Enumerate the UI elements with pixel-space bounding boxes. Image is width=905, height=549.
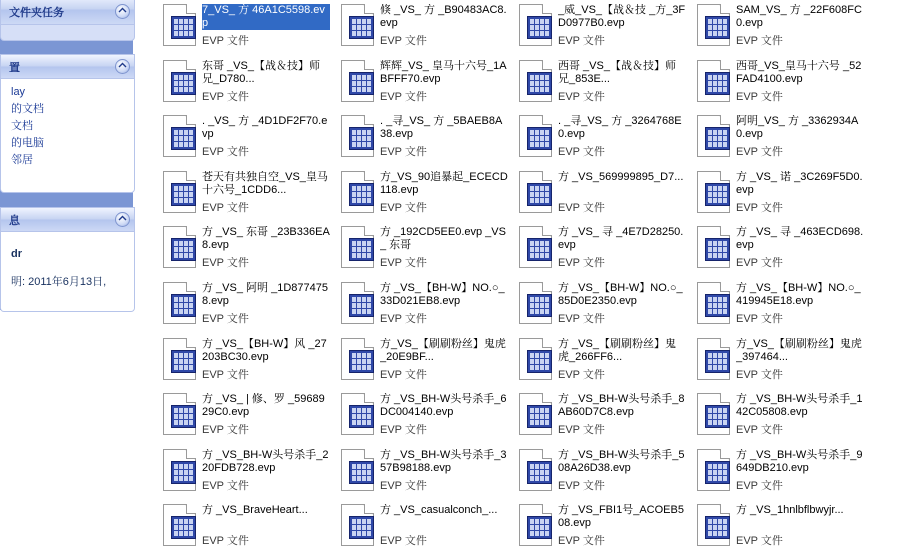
evp-file-icon [160, 4, 200, 52]
file-type-label: EVP 文件 [558, 313, 605, 325]
file-type-label: EVP 文件 [202, 535, 249, 548]
file-type-label: EVP 文件 [736, 424, 783, 437]
file-type-label: EVP 文件 [380, 35, 427, 47]
file-item[interactable] [154, 280, 332, 335]
file-type-label: EVP 文件 [558, 257, 605, 270]
file-item[interactable] [688, 58, 866, 113]
evp-file-icon [694, 115, 734, 163]
file-name-label: 方 _VS_BH-W头号杀手_6DC004140.evp [380, 393, 507, 419]
evp-file-icon [694, 449, 734, 497]
evp-file-icon [160, 504, 200, 549]
pane-folder-tasks-header[interactable] [1, 0, 134, 25]
file-name-label: 方 _192CD5EE0.evp _VS_ 东哥 [380, 226, 506, 252]
file-item[interactable] [154, 224, 332, 279]
file-type-label: EVP 文件 [202, 424, 249, 437]
file-name-label: 倏 _VS_ 方 _B90483AC8.evp [380, 4, 507, 29]
file-item[interactable] [154, 113, 332, 168]
file-type-label: EVP 文件 [202, 313, 249, 325]
evp-file-icon [338, 226, 378, 274]
evp-file-icon [694, 171, 734, 219]
file-name-label: 方 _VS_【BH-W】NO.○_33D021EB8.evp [380, 282, 505, 307]
file-type-label: EVP 文件 [202, 479, 249, 492]
evp-file-icon [694, 282, 734, 330]
pane-details-title: 息 [9, 215, 20, 227]
evp-file-icon [516, 338, 556, 386]
file-item[interactable] [510, 336, 688, 391]
file-name-label: 方 _VS_ 寻 _4E7D28250.evp [558, 226, 684, 252]
evp-file-icon [160, 115, 200, 163]
file-type-label: EVP 文件 [558, 201, 605, 214]
file-type-label: EVP 文件 [380, 535, 427, 548]
file-type-label: EVP 文件 [558, 424, 605, 437]
file-item[interactable] [688, 502, 866, 549]
file-type-label: EVP 文件 [736, 146, 783, 159]
place-link-3[interactable]: 的电脑 [11, 137, 44, 149]
file-name-label: 西哥 _VS_【战＆技】师兄_853E... [558, 59, 676, 85]
file-item[interactable] [154, 502, 332, 549]
file-name-label: 阿明_VS_ 方 _3362934A0.evp [736, 115, 859, 141]
evp-file-icon [338, 338, 378, 386]
evp-file-icon [338, 4, 378, 52]
file-type-label: EVP 文件 [558, 146, 605, 159]
file-name-label: 方 _VS_【BH-W】风 _27203BC30.evp [202, 337, 327, 363]
evp-file-icon [516, 393, 556, 441]
evp-file-icon [516, 115, 556, 163]
file-name-label: 方 _VS_ | 修、罗 _5968929C0.evp [202, 393, 325, 419]
file-type-label: EVP 文件 [558, 479, 605, 492]
file-item[interactable] [332, 280, 510, 335]
evp-file-icon [338, 282, 378, 330]
pane-folder-tasks-body [1, 25, 134, 29]
file-name-label: 辉辉_VS_ 皇马十六号_1ABFFF70.evp [380, 59, 507, 85]
chevron-up-icon[interactable] [115, 59, 130, 74]
file-name-label: . _寻_VS_ 方 _3264768E0.evp [558, 115, 682, 141]
evp-file-icon [694, 504, 734, 549]
task-pane-sidebar [0, 0, 140, 549]
evp-file-icon [160, 171, 200, 219]
pane-details [0, 207, 135, 312]
file-item[interactable] [510, 2, 688, 57]
file-item[interactable] [688, 224, 866, 279]
file-name-label: _威_VS_【战＆技 _方_3FD0977B0.evp [558, 4, 686, 29]
evp-file-icon [694, 338, 734, 386]
file-item[interactable] [510, 447, 688, 502]
file-item[interactable] [154, 391, 332, 446]
place-link-1[interactable]: 的文档 [11, 103, 44, 115]
evp-file-icon [160, 338, 200, 386]
file-name-label: 方 _VS_ 阿明 _1D8774758.evp [202, 282, 328, 307]
pane-details-body [1, 232, 134, 312]
place-link-4[interactable]: 邻居 [11, 154, 33, 166]
file-type-label: EVP 文件 [558, 90, 605, 103]
file-name-label: 苍天有共独自空_VS_皇马十六号_1CDD6... [202, 170, 328, 196]
file-type-label: EVP 文件 [380, 146, 427, 159]
evp-file-icon [160, 393, 200, 441]
file-name-label: 方 _VS_569999895_D7... [558, 170, 684, 183]
file-list[interactable] [140, 0, 905, 549]
file-item[interactable] [688, 336, 866, 391]
pane-folder-tasks [0, 0, 135, 41]
file-name-label: 方 _VS_FBI1号_ACOEB508.evp [558, 504, 684, 530]
file-item[interactable] [332, 58, 510, 113]
file-type-label: EVP 文件 [736, 90, 783, 103]
file-type-label: EVP 文件 [736, 313, 783, 325]
chevron-up-icon[interactable] [115, 212, 130, 227]
file-type-label: EVP 文件 [736, 368, 783, 381]
file-name-label: 西哥_VS_皇马十六号 _52FAD4100.evp [736, 59, 862, 85]
file-name-label: 方_VS_90追暴起_ECECD118.evp [380, 170, 508, 196]
file-name-label: 方_VS_【刷刷粉丝】鬼虎_20E9BF... [380, 337, 506, 363]
file-item[interactable] [510, 391, 688, 446]
file-type-label: EVP 文件 [736, 201, 783, 214]
file-item[interactable] [688, 169, 866, 224]
file-type-label: EVP 文件 [202, 368, 249, 381]
evp-file-icon [516, 449, 556, 497]
file-name-label: 方 _VS_BH-W头号杀手_9649DB210.evp [736, 448, 863, 474]
file-name-label: 方 _VS_BH-W头号杀手_508A26D38.evp [558, 448, 685, 474]
pane-other-places [0, 54, 135, 193]
file-type-label: EVP 文件 [558, 368, 605, 381]
file-item[interactable] [510, 224, 688, 279]
file-name-label: 方 _VS_ 东哥 _23B336EA8.evp [202, 226, 330, 252]
file-item[interactable] [332, 502, 510, 549]
file-item[interactable] [688, 280, 866, 335]
evp-file-icon [338, 393, 378, 441]
evp-file-icon [516, 60, 556, 108]
file-item[interactable] [688, 113, 866, 168]
file-item[interactable] [688, 391, 866, 446]
file-name-label: 方 _VS_ 诺 _3C269F5D0.evp [736, 170, 863, 196]
chevron-up-icon[interactable] [115, 4, 130, 19]
file-item[interactable] [510, 280, 688, 335]
pane-other-places-body [1, 79, 134, 193]
evp-file-icon [516, 226, 556, 274]
file-name-label: 方 _VS_【刷刷粉丝】鬼虎_266FF6... [558, 337, 676, 363]
file-name-label: 方 _VS_BH-W头号杀手_8AB60D7C8.evp [558, 393, 685, 419]
evp-file-icon [338, 60, 378, 108]
file-name-label: 方 _VS_1hnlbflbwyjr... [736, 504, 844, 517]
file-item[interactable] [154, 169, 332, 224]
file-type-label: EVP 文件 [380, 424, 427, 437]
evp-file-icon [516, 4, 556, 52]
file-name-label: 方 _VS_casualconch_... [380, 504, 498, 517]
file-type-label: EVP 文件 [202, 35, 249, 47]
evp-file-icon [338, 504, 378, 549]
file-name-label: 方 _VS_BraveHeart... [202, 504, 308, 517]
evp-file-icon [694, 4, 734, 52]
file-name-label: . _寻_VS_ 方 _5BAEB8A38.evp [380, 115, 503, 141]
file-type-label: EVP 文件 [202, 257, 249, 270]
file-item[interactable] [510, 113, 688, 168]
file-type-label: EVP 文件 [380, 313, 427, 325]
file-type-label: EVP 文件 [736, 257, 783, 270]
file-type-label: EVP 文件 [380, 368, 427, 381]
pane-other-places-header[interactable] [1, 55, 134, 79]
pane-folder-tasks-title: 文件夹任务 [9, 7, 64, 19]
file-type-label: EVP 文件 [202, 90, 249, 103]
file-type-label: EVP 文件 [558, 535, 605, 548]
file-type-label: EVP 文件 [202, 201, 249, 214]
file-name-label: 方 _VS_BH-W头号杀手_142C05808.evp [736, 393, 863, 419]
file-type-label: EVP 文件 [202, 146, 249, 159]
file-type-label: EVP 文件 [558, 35, 605, 47]
file-name-label: 方 _VS_BH-W头号杀手_220FDB728.evp [202, 448, 329, 474]
evp-file-icon [516, 171, 556, 219]
evp-file-icon [160, 449, 200, 497]
evp-file-icon [160, 226, 200, 274]
file-name-label: 方_VS_【刷刷粉丝】鬼虎_397464... [736, 337, 862, 363]
file-item[interactable] [332, 336, 510, 391]
file-item[interactable] [154, 58, 332, 113]
evp-file-icon [338, 449, 378, 497]
details-line-0: dr [11, 248, 22, 260]
file-item[interactable] [154, 447, 332, 502]
evp-file-icon [694, 226, 734, 274]
place-link-0[interactable]: lay [11, 86, 26, 98]
details-line-1: 明: 2011年6月13日, [11, 276, 107, 288]
file-name-label: SAM_VS_ 方 _22F608FC0.evp [736, 4, 862, 29]
file-type-label: EVP 文件 [380, 201, 427, 214]
file-item[interactable] [332, 2, 510, 57]
file-name-label: 方 _VS_ 寻 _463ECD698.evp [736, 226, 864, 252]
file-name-label: 方 _VS_BH-W头号杀手_357B98188.evp [380, 448, 507, 474]
file-type-label: EVP 文件 [736, 535, 783, 548]
file-type-label: EVP 文件 [380, 257, 427, 270]
file-type-label: EVP 文件 [380, 90, 427, 103]
evp-file-icon [338, 171, 378, 219]
evp-file-icon [338, 115, 378, 163]
evp-file-icon [694, 60, 734, 108]
evp-file-icon [694, 393, 734, 441]
file-item[interactable] [688, 447, 866, 502]
file-item[interactable] [154, 336, 332, 391]
evp-file-icon [160, 282, 200, 330]
file-item[interactable] [154, 2, 332, 57]
pane-details-header[interactable] [1, 208, 134, 232]
file-type-label: EVP 文件 [380, 479, 427, 492]
file-item[interactable] [332, 113, 510, 168]
file-item[interactable] [510, 58, 688, 113]
file-item[interactable] [688, 2, 866, 57]
file-type-label: EVP 文件 [736, 479, 783, 492]
file-name-label: 东哥 _VS_【战＆技】师兄_D780... [202, 59, 320, 85]
file-item[interactable] [332, 447, 510, 502]
file-item[interactable] [332, 391, 510, 446]
file-item[interactable] [510, 502, 688, 549]
file-item[interactable] [510, 169, 688, 224]
file-type-label: EVP 文件 [736, 35, 783, 47]
file-name-label: 方 _VS_【BH-W】NO.○_85D0E2350.evp [558, 282, 683, 307]
evp-file-icon [160, 60, 200, 108]
file-item[interactable] [332, 169, 510, 224]
file-name-label: 方 _VS_【BH-W】NO.○_419945E18.evp [736, 282, 861, 307]
place-link-2[interactable]: 文档 [11, 120, 33, 132]
file-name-label: . _VS_ 方 _4D1DF2F70.evp [202, 115, 328, 141]
evp-file-icon [516, 282, 556, 330]
evp-file-icon [516, 504, 556, 549]
file-item[interactable] [332, 224, 510, 279]
pane-other-places-title: 置 [9, 62, 20, 74]
file-name-label: 7_VS_ 方 46A1C5598.evp [202, 4, 330, 30]
